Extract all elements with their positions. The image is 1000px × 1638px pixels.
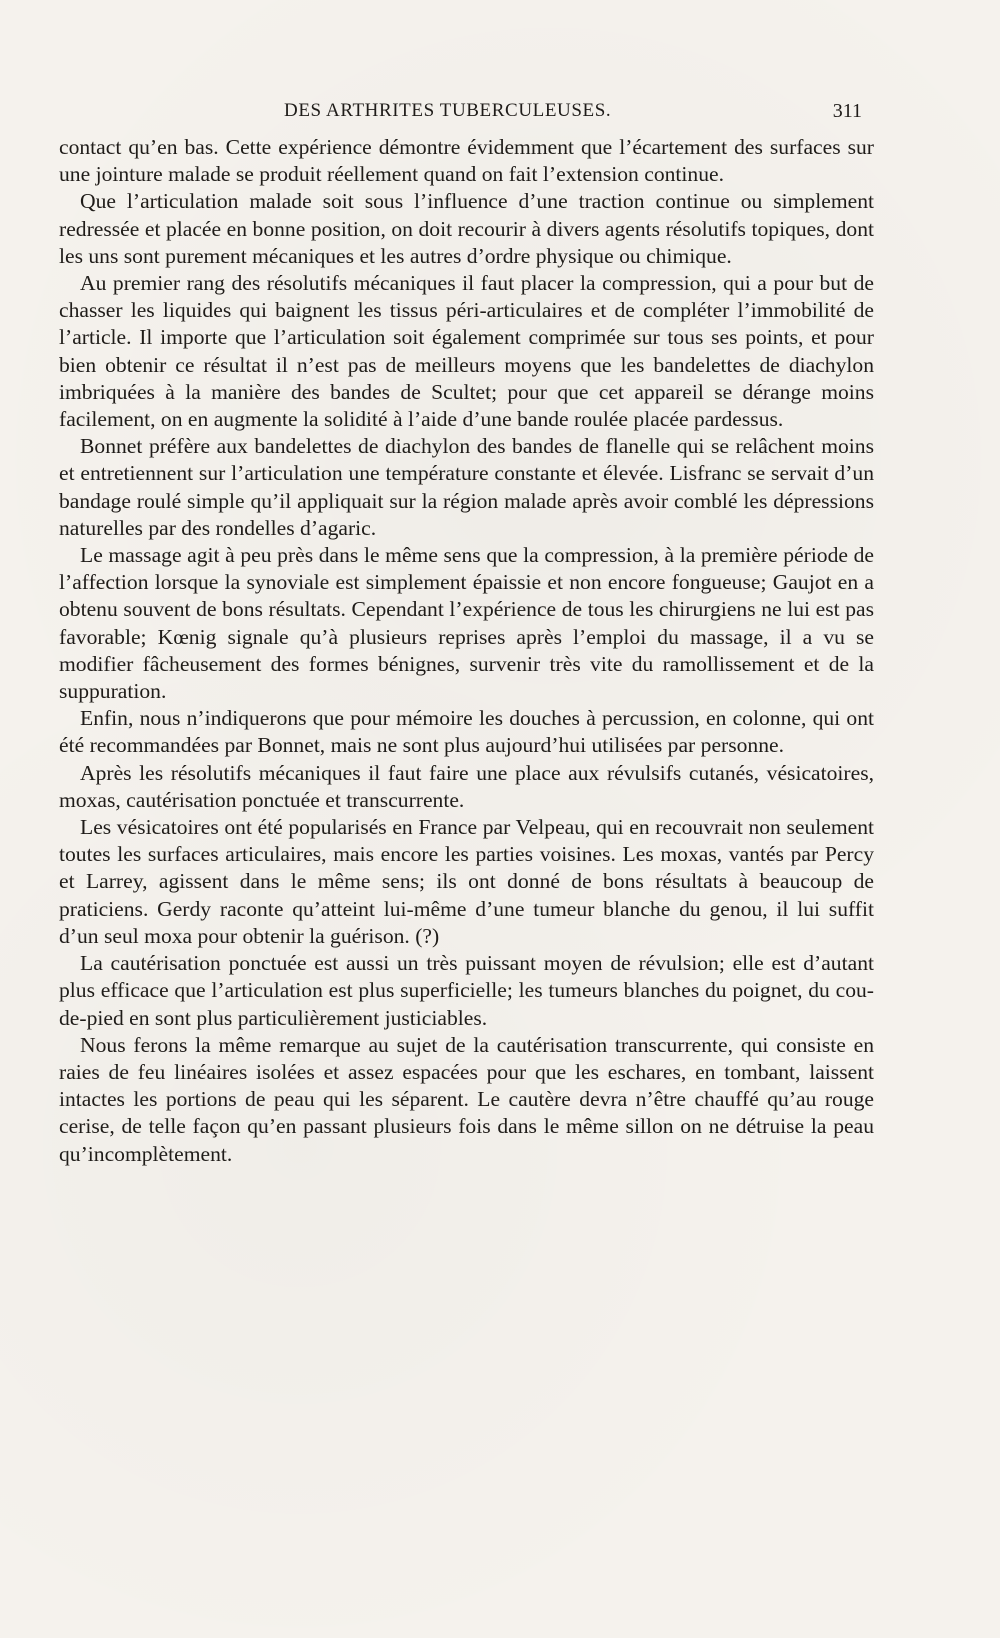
paragraph-bonnet-flanelle: Bonnet préfère aux bandelettes de diachylon des bandes de flanelle qui se relâchent moins et entretiennent sur l’articulation une température constante et élevée. Lisfranc se servait d’un bandage roulé simple qu’il appliquait sur la région malade après avoir comblé les dépressions naturelles par des rondelles d’agaric.	[59, 434, 874, 540]
paragraph-articulation-traction: Que l’articulation malade soit sous l’influence d’une traction continue ou simplement redressée et placée en bonne position, on doit recourir à divers agents résolutifs topiques, dont les uns sont purement mécaniques et les autres d’ordre physique ou chimique.	[59, 189, 874, 268]
paragraph-revulsifs: Après les résolutifs mécaniques il faut faire une place aux révulsifs cutanés, vésicatoires, moxas, cautérisation ponctuée et transcurrente.	[59, 760, 874, 812]
paragraph-compression: Au premier rang des résolutifs mécaniques il faut placer la compression, qui a pour but de chasser les liquides qui baignent les tissus péri-articulaires et de compléter l’immobilité de l’article. Il importe que l’articulation soit également comprimée sur tous ses points, et pour bien obtenir ce résultat il n’est pas de meilleurs moyens que les bandelettes de diachylon imbriquées à la manière des bandes de Scultet; pour que cet appareil se dérange moins facilement, on en augmente la solidité à l’aide d’une bande roulée placée pardessus.	[59, 271, 874, 432]
paragraph-cauterisation-ponctuee: La cautérisation ponctuée est aussi un très puissant moyen de révulsion; elle est d’autant plus efficace que l’articulation est plus superficielle; les tumeurs blanches du poignet, du cou-de-pied en sont plus particulièrement justiciables.	[59, 951, 874, 1030]
paragraph-continuation: contact qu’en bas. Cette expérience démontre évidemment que l’écartement des surfaces sur une jointure malade se produit réellement quand on fait l’extension continue.	[59, 135, 874, 187]
page-header	[62, 100, 862, 130]
paragraph-vesicatoires: Les vésicatoires ont été popularisés en France par Velpeau, qui en recouvrait non seulement toutes les surfaces articulaires, mais encore les parties voisines. Les moxas, vantés par Percy et Larrey, agissent dans le même sens; ils ont donné de bons résultats à beaucoup de praticiens. Gerdy raconte qu’atteint lui-même d’une tumeur blanche du genou, il lui suffit d’un seul moxa pour obtenir la guérison. (?)	[59, 815, 874, 948]
running-head: DES ARTHRITES TUBERCULEUSES.	[284, 100, 612, 121]
paragraph-douches: Enfin, nous n’indiquerons que pour mémoire les douches à percussion, en colonne, qui ont été recommandées par Bonnet, mais ne sont plus aujourd’hui utilisées par personne.	[59, 706, 874, 758]
paragraph-cauterisation-transcurrente: Nous ferons la même remarque au sujet de la cautérisation transcurrente, qui consiste en raies de feu linéaires isolées et assez espacées pour que les eschares, en tombant, laissent intactes les portions de peau qui les séparent. Le cautère devra n’être chauffé qu’au rouge cerise, de telle façon qu’en passant plusieurs fois dans le même sillon on ne détruise la peau qu’incomplètement.	[59, 1032, 874, 1166]
page-number: 311	[832, 100, 862, 122]
body-text	[59, 134, 874, 1168]
paragraph-massage: Le massage agit à peu près dans le même sens que la compression, à la première période de l’affection lorsque la synoviale est simplement épaissie et non encore fongueuse; Gaujot en a obtenu souvent de bons résultats. Cependant l’expérience de tous les chirurgiens ne lui est pas favorable; Kœnig signale qu’à plusieurs reprises après l’emploi du massage, il a vu se modifier fâcheusement des formes bénignes, survenir très vite du ramollissement et de la suppuration.	[59, 543, 874, 704]
